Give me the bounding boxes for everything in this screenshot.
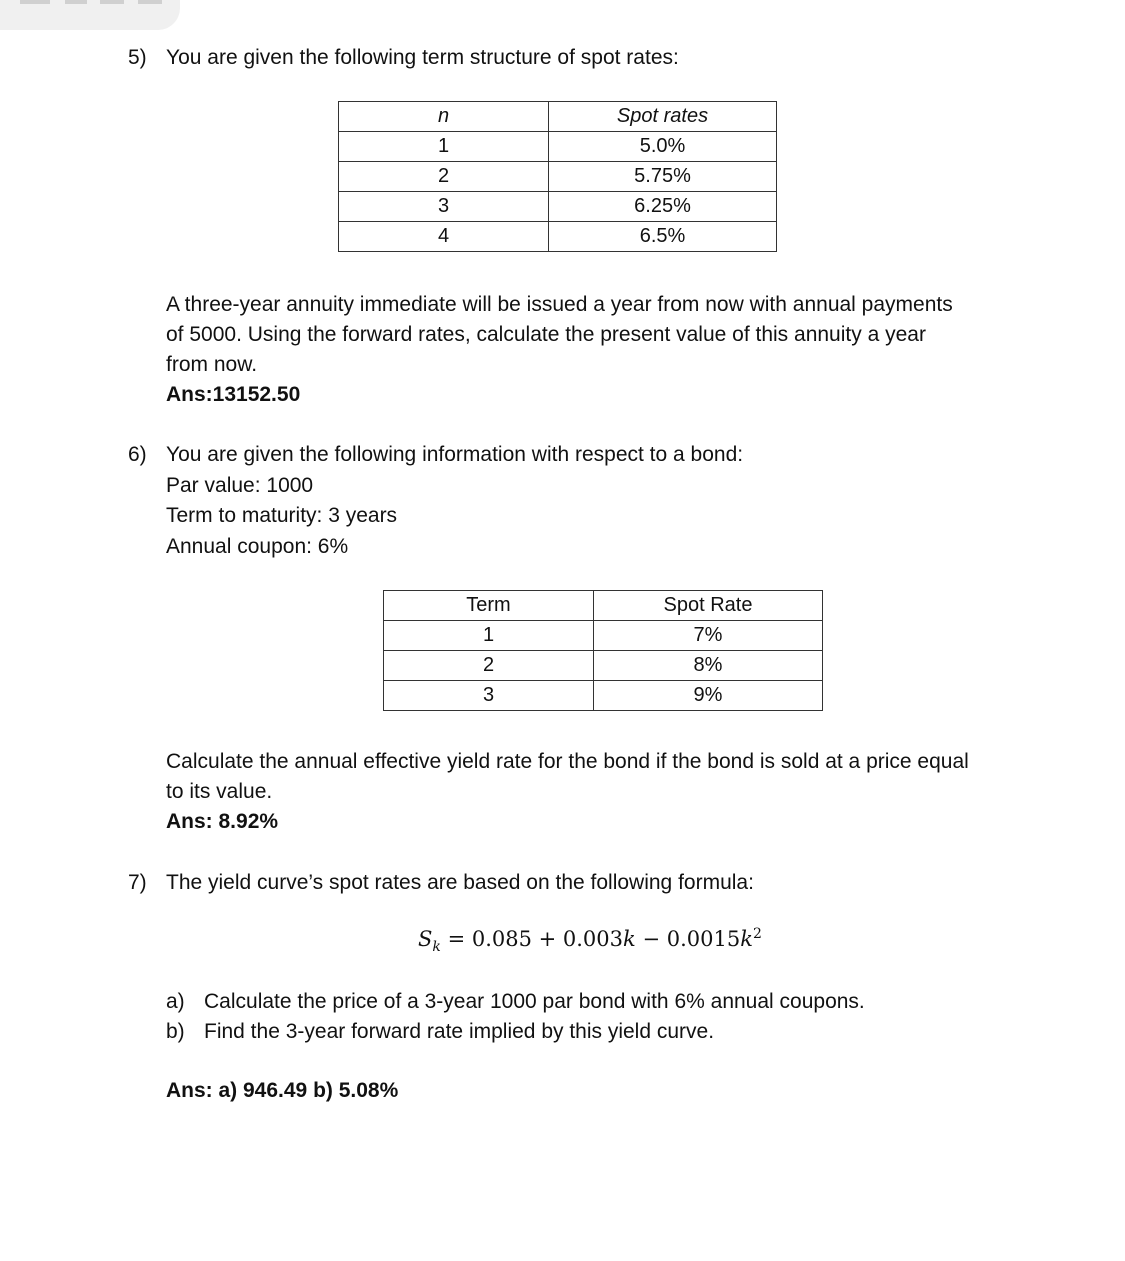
table-row <box>384 621 823 651</box>
table-cell: 6.25% <box>549 192 777 222</box>
table-cell: 9% <box>594 681 823 711</box>
question-6-prompt: You are given the following information with respect to a bond: <box>166 443 744 466</box>
question-6-number: 6) <box>128 443 147 466</box>
table-header-cell: n <box>339 102 549 132</box>
question-6-info-line: Term to maturity: 3 years <box>166 504 398 527</box>
bond-spot-rate-table <box>383 590 823 711</box>
table-header-row <box>339 102 777 132</box>
spot-rate-formula <box>418 926 762 955</box>
question-7-part-label: b) <box>166 1020 185 1043</box>
table-cell: 3 <box>384 681 594 711</box>
formula-minus-term: − 0.0015 <box>635 927 741 951</box>
question-5-body-line: A three-year annuity immediate will be issued a year from now with annual payments <box>166 293 953 316</box>
formula-exponent: 2 <box>752 926 762 942</box>
formula-k: k <box>740 927 753 951</box>
table-cell: 1 <box>384 621 594 651</box>
question-7-part-text: Calculate the price of a 3-year 1000 par bond with 6% annual coupons. <box>204 990 865 1013</box>
formula-subscript: k <box>432 939 441 956</box>
formula-rhs: = 0.085 + 0.003 <box>447 927 624 951</box>
tab-glyph <box>65 0 87 4</box>
question-5-body-line: of 5000. Using the forward rates, calculate the present value of this annuity a year <box>166 323 926 346</box>
question-6-info-line: Par value: 1000 <box>166 474 314 497</box>
question-5-body-line: from now. <box>166 353 258 376</box>
question-7-prompt: The yield curve’s spot rates are based on the following formula: <box>166 871 754 894</box>
question-6-answer: Ans: 8.92% <box>166 810 279 833</box>
table-cell: 4 <box>339 222 549 252</box>
spot-rates-table <box>338 101 777 252</box>
table-cell: 8% <box>594 651 823 681</box>
formula-k: k <box>623 927 636 951</box>
question-6-info-line: Annual coupon: 6% <box>166 535 349 558</box>
question-5-answer: Ans:13152.50 <box>166 383 301 406</box>
table-cell: 7% <box>594 621 823 651</box>
table-cell: 2 <box>339 162 549 192</box>
tab-glyph <box>138 0 162 4</box>
table-cell: 5.0% <box>549 132 777 162</box>
question-7-number: 7) <box>128 871 147 894</box>
table-row <box>339 162 777 192</box>
table-cell: 1 <box>339 132 549 162</box>
table-cell: 2 <box>384 651 594 681</box>
question-5-prompt: You are given the following term structure of spot rates: <box>166 46 679 69</box>
table-header-row <box>384 591 823 621</box>
table-header-cell: Term <box>384 591 594 621</box>
table-row <box>384 681 823 711</box>
table-row <box>384 651 823 681</box>
tab-glyph <box>100 0 124 4</box>
tab-glyph <box>20 0 50 4</box>
tab-corner <box>0 0 180 30</box>
question-7-answer: Ans: a) 946.49 b) 5.08% <box>166 1079 399 1102</box>
question-6-body-line: to its value. <box>166 780 273 803</box>
table-row <box>339 192 777 222</box>
formula-s: S <box>418 927 433 951</box>
table-cell: 5.75% <box>549 162 777 192</box>
table-header-cell: Spot rates <box>549 102 777 132</box>
question-7-part-text: Find the 3-year forward rate implied by this yield curve. <box>204 1020 715 1043</box>
question-6-body-line: Calculate the annual effective yield rate for the bond if the bond is sold at a price equal <box>166 750 969 773</box>
table-row <box>339 132 777 162</box>
table-cell: 6.5% <box>549 222 777 252</box>
table-row <box>339 222 777 252</box>
question-5-number: 5) <box>128 46 147 69</box>
table-header-cell: Spot Rate <box>594 591 823 621</box>
table-cell: 3 <box>339 192 549 222</box>
question-7-part-label: a) <box>166 990 185 1013</box>
